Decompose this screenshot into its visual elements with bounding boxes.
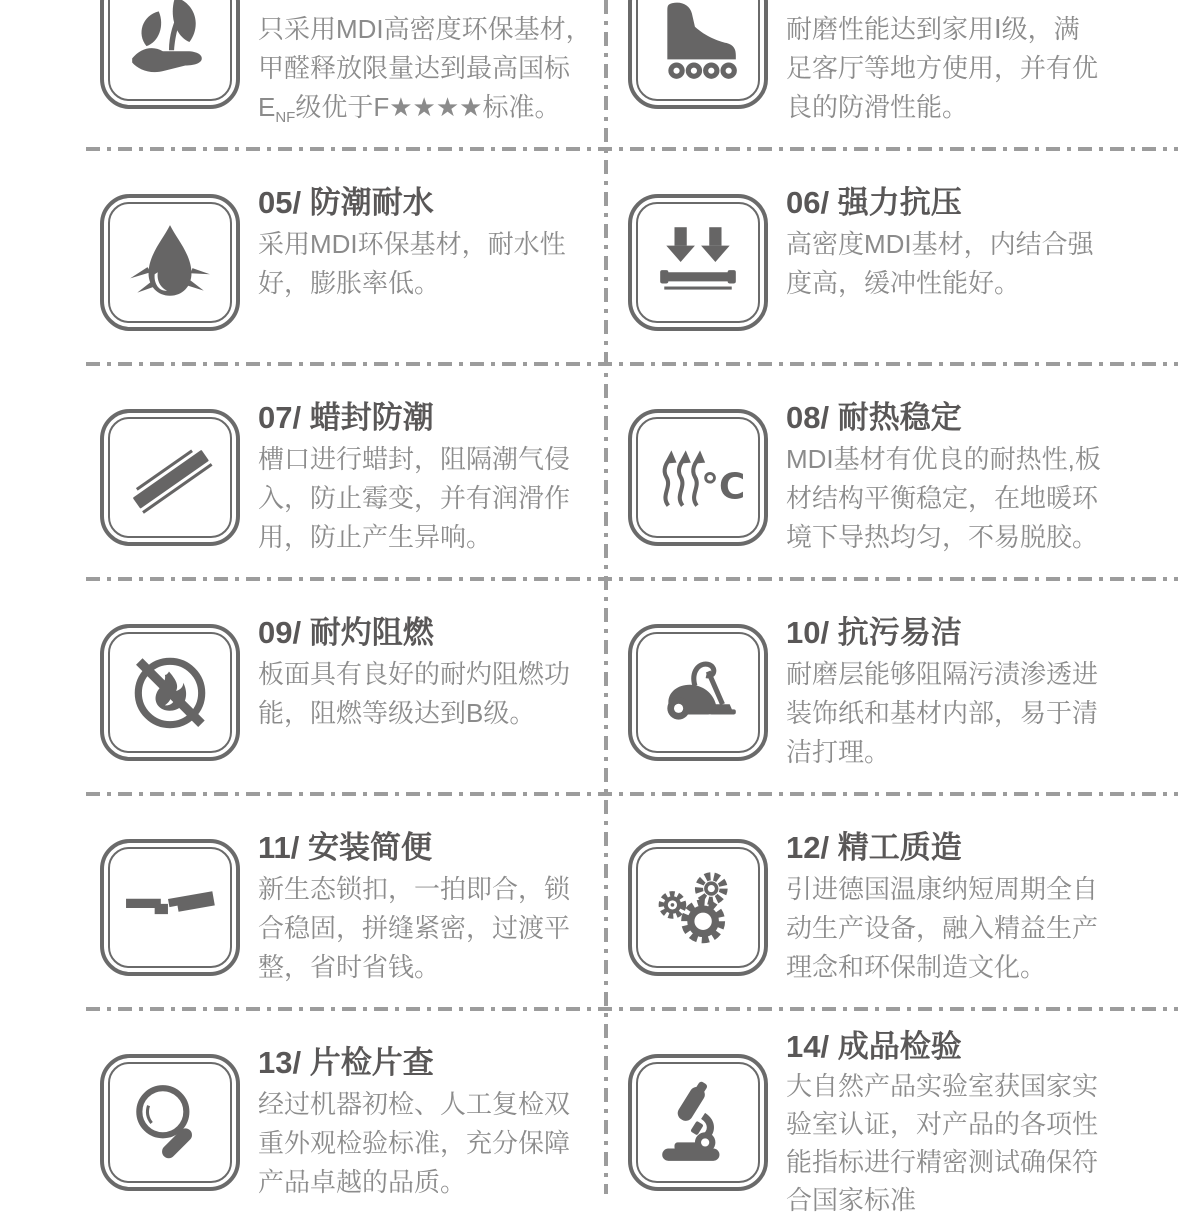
feature-text — [258, 829, 570, 987]
feature-wear-resistance — [628, 0, 1098, 127]
enf-prefix: E — [258, 92, 276, 122]
icon-frame — [100, 624, 240, 761]
icon-frame — [100, 1054, 240, 1191]
icon-frame-inner — [636, 417, 760, 538]
vacuum-cleaner-icon — [652, 647, 744, 739]
microscope-icon — [652, 1077, 744, 1169]
feature-text — [786, 399, 1101, 557]
feature-description-line: 重外观检验标准，充分保障 — [258, 1128, 571, 1158]
icon-frame — [628, 1054, 768, 1191]
icon-frame — [100, 194, 240, 331]
click-lock-icon — [124, 862, 216, 954]
feature-06-compression — [628, 148, 1094, 331]
icon-frame — [100, 0, 240, 109]
icon-frame — [628, 624, 768, 761]
compress-arrows-icon — [652, 217, 744, 309]
feature-07-wax-seal — [100, 363, 570, 557]
feature-description-line: 度高，缓冲性能好。 — [786, 268, 1021, 298]
feature-text — [258, 399, 570, 557]
feature-description-line: 洁打理。 — [786, 737, 891, 767]
feature-description-line: 大自然产品实验室获国家实 — [786, 1071, 1099, 1101]
icon-frame — [100, 409, 240, 546]
feature-text — [786, 10, 1098, 127]
feature-05-waterproof — [100, 148, 566, 331]
feature-text — [258, 184, 566, 303]
icon-frame-inner — [636, 0, 760, 101]
feature-description-line: 板面具有良好的耐灼阻燃功 — [258, 659, 571, 689]
feature-text — [258, 10, 592, 137]
feature-description-line: 入，防止霉变，并有润滑作 — [258, 483, 571, 513]
icon-frame-inner — [636, 1062, 760, 1183]
gears-icon — [652, 862, 744, 954]
feature-description-line: 耐磨性能达到家用Ⅰ级，满 — [786, 14, 1080, 44]
feature-description-line: 高密度MDI基材，内结合强 — [786, 229, 1094, 259]
icon-frame-inner — [108, 202, 232, 323]
feature-description-line: 引进德国温康纳短周期全自 — [786, 874, 1099, 904]
feature-description-line: 足客厅等地方使用，并有优 — [786, 53, 1099, 83]
feature-description-line: MDI基材有优良的耐热性,板 — [786, 444, 1101, 474]
feature-title: 12/ 精工质造 — [786, 830, 962, 865]
feature-description-line: 只采用MDI高密度环保基材， — [258, 14, 592, 44]
feature-description-line: 理念和环保制造文化。 — [786, 952, 1047, 982]
magnifier-icon — [124, 1077, 216, 1169]
feature-13-piece-inspection — [100, 1008, 570, 1202]
feature-title: 11/ 安装简便 — [258, 830, 432, 865]
feature-description-line: 合稳固，拼缝紧密，过渡平 — [258, 913, 571, 943]
icon-frame-inner — [108, 417, 232, 538]
feature-08-heat-stability — [628, 363, 1101, 557]
roller-skate-icon — [652, 0, 744, 87]
feature-description-line: 新生态锁扣，一拍即合，锁 — [258, 874, 571, 904]
feature-description-line: 能指标进行精密测试确保符 — [786, 1147, 1099, 1177]
feature-description-line: 耐磨层能够阻隔污渍渗透进 — [786, 659, 1099, 689]
feature-description-line: 采用MDI环保基材，耐水性 — [258, 229, 566, 259]
no-fire-icon — [124, 647, 216, 739]
feature-description-line: 好，膨胀率低。 — [258, 268, 441, 298]
icon-frame — [100, 839, 240, 976]
feature-text — [786, 184, 1094, 303]
feature-description-line: 境下导热均匀，不易脱胶。 — [786, 522, 1099, 552]
feature-text — [258, 614, 570, 733]
feature-title: 06/ 强力抗压 — [786, 185, 962, 220]
enf-subscript: NF — [275, 109, 296, 127]
feature-title: 07/ 蜡封防潮 — [258, 400, 434, 435]
feature-text — [786, 1028, 1098, 1219]
icon-frame — [628, 409, 768, 546]
icon-frame-inner — [108, 0, 232, 101]
icon-frame — [628, 194, 768, 331]
feature-description-line: 合国家标准 — [786, 1185, 917, 1215]
svg-text:°C: °C — [701, 465, 746, 507]
icon-frame-inner — [636, 632, 760, 753]
feature-title: 13/ 片检片查 — [258, 1045, 434, 1080]
feature-description-line: 用，防止产生异响。 — [258, 522, 493, 552]
icon-frame-inner — [108, 847, 232, 968]
wax-sealed-plank-icon — [124, 432, 216, 524]
feature-14-final-inspection — [628, 1008, 1098, 1219]
icon-frame-inner — [108, 632, 232, 753]
feature-description-line: 整，省时省钱。 — [258, 952, 441, 982]
feature-text — [786, 829, 1098, 987]
feature-description-line: 槽口进行蜡封，阻隔潮气侵 — [258, 444, 571, 474]
feature-text — [258, 1044, 570, 1202]
feature-12-precision-craft — [628, 793, 1098, 987]
eco-hand-leaf-icon — [124, 0, 216, 87]
feature-description-line: 装饰纸和基材内部，易于清 — [786, 698, 1099, 728]
feature-description-line: 甲醛释放限量达到最高国标 — [258, 53, 571, 83]
feature-title: 09/ 耐灼阻燃 — [258, 615, 434, 650]
feature-title: 05/ 防潮耐水 — [258, 185, 434, 220]
icon-frame-inner — [108, 1062, 232, 1183]
feature-title: 14/ 成品检验 — [786, 1029, 962, 1064]
feature-description-line: 经过机器初检、人工复检双 — [258, 1089, 571, 1119]
feature-description-line: 良的防滑性能。 — [786, 92, 969, 122]
feature-description-line: 材结构平衡稳定，在地暖环 — [786, 483, 1099, 513]
enf-suffix: 级优于F★★★★标准。 — [295, 92, 561, 122]
icon-frame-inner — [636, 202, 760, 323]
vertical-dashed-divider — [604, 0, 608, 1194]
feature-eco-material — [100, 0, 592, 137]
feature-11-easy-install — [100, 793, 570, 987]
feature-description-line: 验室认证，对产品的各项性 — [786, 1109, 1099, 1139]
heat-waves-celsius-icon — [652, 432, 744, 524]
feature-description-line: 能，阻燃等级达到B级。 — [258, 698, 536, 728]
feature-text — [786, 614, 1098, 772]
feature-description-line: 动生产设备，融入精益生产 — [786, 913, 1099, 943]
water-splash-icon — [124, 217, 216, 309]
feature-title: 10/ 抗污易洁 — [786, 615, 962, 650]
icon-frame-inner — [636, 847, 760, 968]
feature-description-line — [258, 88, 592, 137]
feature-09-flame-retardant — [100, 578, 570, 761]
feature-description-line: 产品卓越的品质。 — [258, 1167, 467, 1197]
feature-title: 08/ 耐热稳定 — [786, 400, 962, 435]
feature-10-stain-resistant — [628, 578, 1098, 772]
icon-frame — [628, 839, 768, 976]
icon-frame — [628, 0, 768, 109]
